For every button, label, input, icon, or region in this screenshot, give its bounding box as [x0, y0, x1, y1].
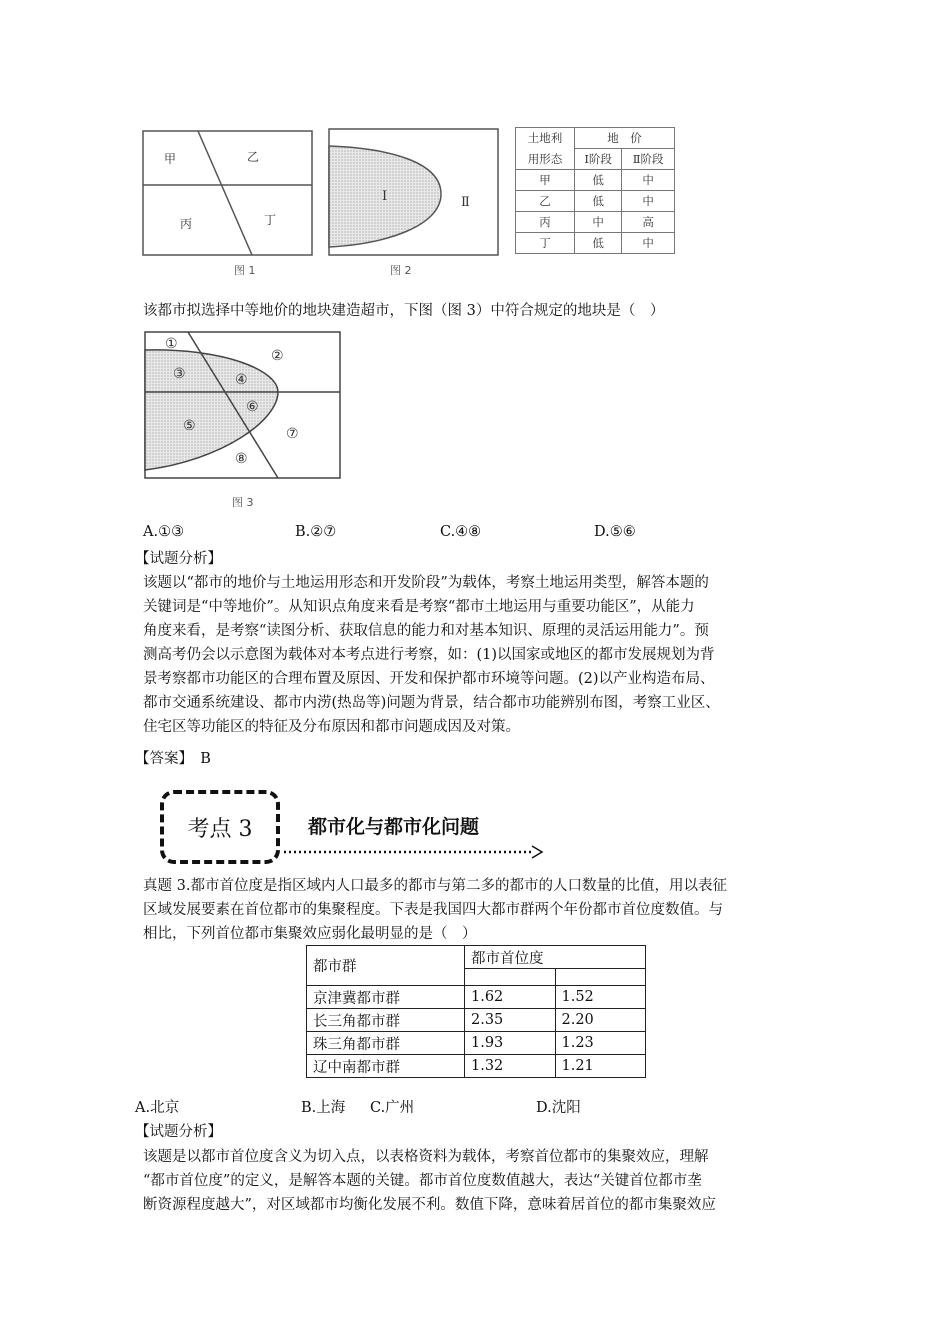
cell-stage2: 高: [622, 212, 675, 233]
q2-analysis-line: 该题以“都市的地价与土地运用形态和开发阶段”为载体，考察土地运用类型，解答本题的: [143, 575, 709, 591]
q3-option-b: B.上海: [301, 1100, 346, 1116]
q3-question-line: 区域发展要素在首位都市的集聚程度。下表是我国四大都市群两个年份都市首位度数值。与: [143, 902, 723, 918]
header-land-use-2: 用形态: [516, 149, 575, 170]
cell-city-group: 辽中南都市群: [307, 1055, 465, 1078]
fig1-label-jia: 甲: [164, 152, 177, 166]
q3-option-c: C.广州: [370, 1100, 415, 1116]
fig2-label-II: Ⅱ: [461, 195, 470, 210]
fig3-label-8: ⑧: [235, 451, 248, 467]
cell-stage2: 中: [622, 191, 675, 212]
q2-option-a: A.①③: [143, 524, 185, 540]
q3-analysis-line: “都市首位度”的定义，是解答本题的关键。都市首位度数值越大，表达“关键首位都市垄: [143, 1173, 702, 1189]
figure-1: [140, 128, 315, 258]
header-price: 地 价: [575, 128, 675, 149]
fig3-caption: 图 3: [232, 496, 254, 509]
q3-analysis-line: 断资源程度越大”，对区域都市均衡化发展不利。数值下降，意味着居首位的都市集聚效应: [143, 1197, 716, 1213]
dotted-arrow-icon: [282, 844, 547, 860]
cell-stage1: 低: [575, 233, 622, 254]
header-stage-2: Ⅱ阶段: [622, 149, 675, 170]
cell-value-b: 2.20: [555, 1009, 646, 1032]
cell-value-a: 1.62: [465, 986, 556, 1009]
q3-question-line: 相比，下列首位都市集聚效应弱化最明显的是（ ）: [143, 926, 477, 942]
fig1-label-ding: 丁: [264, 213, 277, 227]
cell-stage2: 中: [622, 233, 675, 254]
fig3-label-2: ②: [271, 348, 284, 364]
table-row: [516, 233, 675, 254]
table-row: [307, 1009, 646, 1032]
city-primacy-table: [306, 945, 646, 1078]
q2-answer: 【答案】 B: [135, 751, 211, 767]
q2-analysis-line: 角度来看，是考察“读图分析、获取信息的能力和对基本知识、原理的灵活运用能力”。预: [143, 623, 709, 639]
cell-value-a: 1.93: [465, 1032, 556, 1055]
fig3-label-4: ④: [235, 372, 248, 388]
fig3-label-5: ⑤: [183, 418, 196, 434]
cell-type: 丙: [516, 212, 575, 233]
q2-option-b: B.②⑦: [295, 524, 337, 540]
cell-stage2: 中: [622, 170, 675, 191]
q3-question-line: 真题 3.都市首位度是指区域内人口最多的都市与第二多的都市的人口数量的比值，用以表征: [143, 878, 727, 894]
q2-question: 该都市拟选择中等地价的地块建造超市，下图（图 3）中符合规定的地块是（ ）: [143, 303, 665, 319]
header-primacy: 都市首位度: [465, 946, 646, 969]
q2-option-c: C.④⑧: [440, 524, 482, 540]
cell-value-b: 1.52: [555, 986, 646, 1009]
q3-analysis-line: 该题是以都市首位度含义为切入点，以表格资料为载体，考察首位都市的集聚效应，理解: [143, 1149, 709, 1165]
fig1-label-yi: 乙: [247, 150, 260, 164]
fig1-label-bing: 丙: [180, 217, 193, 231]
section-title: 都市化与都市化问题: [308, 816, 480, 838]
table-row: [516, 191, 675, 212]
header-year-a: [465, 969, 556, 986]
cell-city-group: 京津冀都市群: [307, 986, 465, 1009]
table-row: [307, 1055, 646, 1078]
table-row: [516, 212, 675, 233]
fig3-label-3: ③: [173, 366, 186, 382]
cell-stage1: 低: [575, 191, 622, 212]
fig1-caption: 图 1: [234, 264, 256, 277]
fig2-label-I: Ⅰ: [382, 189, 388, 204]
table-row: [307, 986, 646, 1009]
figure-2: [326, 126, 501, 258]
cell-value-b: 1.21: [555, 1055, 646, 1078]
cell-stage1: 中: [575, 212, 622, 233]
header-land-use: 土地利: [516, 128, 575, 149]
q2-option-d: D.⑤⑥: [594, 524, 636, 540]
header-stage-1: Ⅰ阶段: [575, 149, 622, 170]
cell-value-a: 1.32: [465, 1055, 556, 1078]
cell-city-group: 长三角都市群: [307, 1009, 465, 1032]
fig3-label-7: ⑦: [286, 426, 299, 442]
cell-type: 乙: [516, 191, 575, 212]
q3-option-d: D.沈阳: [536, 1100, 581, 1116]
cell-type: 丁: [516, 233, 575, 254]
q2-analysis-line: 住宅区等功能区的特征及分布原因和都市问题成因及对策。: [143, 719, 520, 735]
q2-analysis-line: 关键词是“中等地价”。从知识点角度来看是考察“都市土地运用与重要功能区”，从能力: [143, 599, 695, 615]
section-badge: 考点 3: [160, 790, 280, 864]
header-year-b: [555, 969, 646, 986]
q2-analysis-line: 测高考仍会以示意图为载体对本考点进行考察，如：(1)以国家或地区的都市发展规划为背: [143, 647, 715, 663]
table-row: [307, 1032, 646, 1055]
cell-city-group: 珠三角都市群: [307, 1032, 465, 1055]
fig2-caption: 图 2: [390, 264, 412, 277]
cell-value-a: 2.35: [465, 1009, 556, 1032]
figure-3: [143, 330, 343, 480]
fig3-label-1: ①: [165, 336, 178, 352]
cell-type: 甲: [516, 170, 575, 191]
q2-analysis-title: 【试题分析】: [135, 551, 222, 567]
fig3-label-6: ⑥: [246, 399, 259, 415]
cell-stage1: 低: [575, 170, 622, 191]
header-city-group: 都市群: [307, 946, 465, 986]
q3-option-a: A.北京: [135, 1100, 180, 1116]
table-row: [516, 170, 675, 191]
cell-value-b: 1.23: [555, 1032, 646, 1055]
q2-analysis-line: 都市交通系统建设、都市内涝(热岛等)问题为背景，结合都市功能辨别布图，考察工业区、: [143, 695, 720, 711]
q2-analysis-line: 景考察都市功能区的合理布置及原因、开发和保护都市环境等问题。(2)以产业构造布局、: [143, 671, 715, 687]
q3-analysis-title: 【试题分析】: [135, 1124, 222, 1140]
land-price-table: [515, 127, 675, 254]
